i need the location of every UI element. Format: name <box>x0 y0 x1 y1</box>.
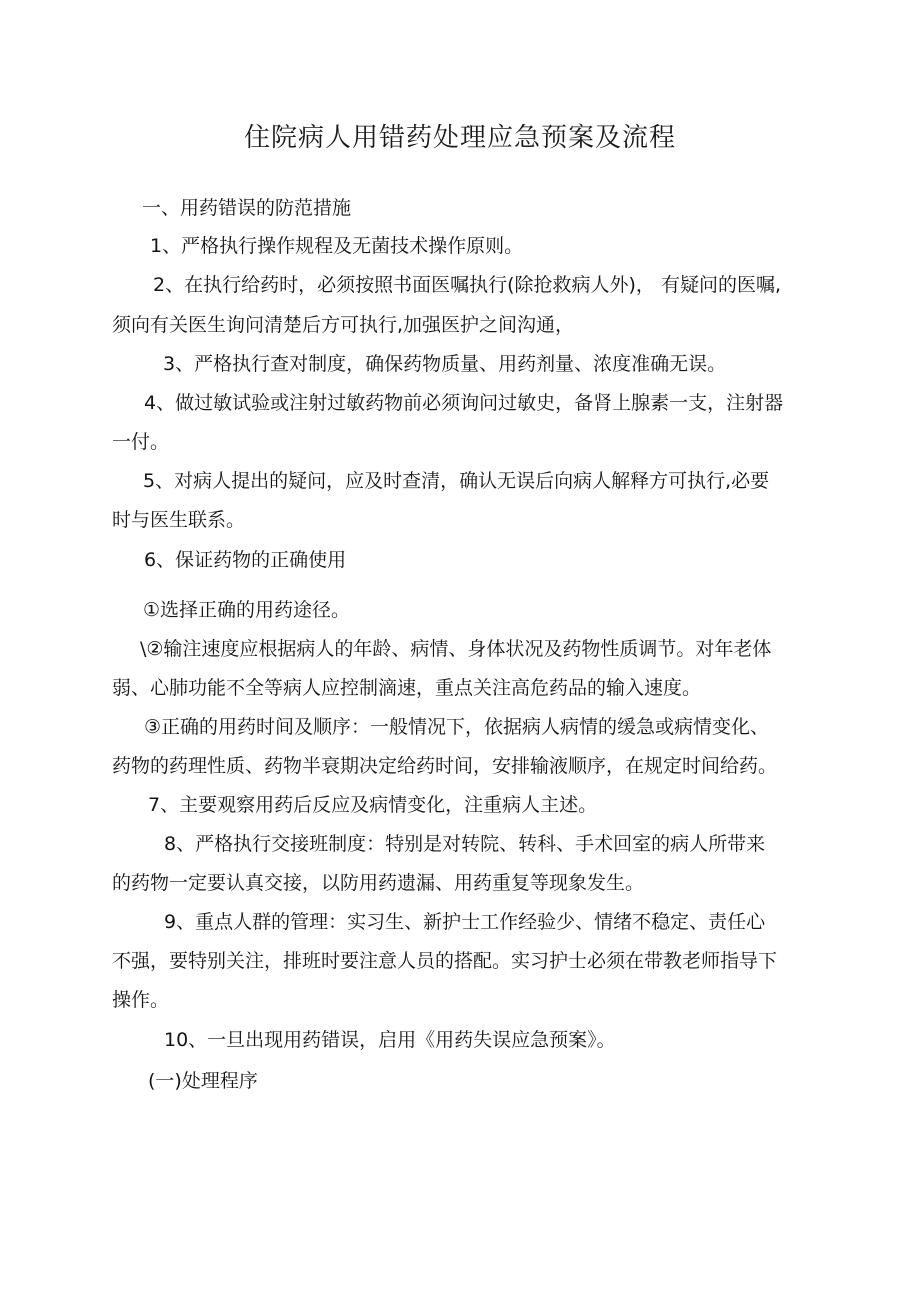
text-line: 一付。 <box>112 431 170 453</box>
text-line: 2、在执行给药时，必须按照书面医嘱执行(除抢救病人外)， 有疑问的医嘱, <box>153 274 781 296</box>
text-line: 8、严格执行交接班制度：特别是对转院、转科、手术回室的病人所带来 <box>164 833 766 855</box>
text-line: ①选择正确的用药途径。 <box>143 599 351 621</box>
text-line: 4、做过敏试验或注射过敏药物前必须询问过敏史，备肾上腺素一支，注射器 <box>144 392 784 414</box>
text-line: \②输注速度应根据病人的年龄、病情、身体状况及药物性质调节。对年老体 <box>140 638 772 660</box>
section-heading: 一、用药错误的防范措施 <box>142 197 352 219</box>
text-line: 时与医生联系。 <box>112 509 246 531</box>
text-line: 不强，要特别关注，排班时要注意人员的搭配。实习护士必须在带教老师指导下 <box>112 950 778 972</box>
text-line: 10、一旦出现用药错误，启用《用药失误应急预案》。 <box>164 1029 616 1051</box>
text-line: 须向有关医生询问清楚后方可执行,加强医护之间沟通， <box>112 314 575 336</box>
document-title: 住院病人用错药处理应急预案及流程 <box>243 123 676 153</box>
subsection-heading: (一)处理程序 <box>148 1070 258 1092</box>
text-line: 弱、心肺功能不全等病人应控制滴速，重点关注高危药品的输入速度。 <box>112 677 702 699</box>
text-line: 药物的药理性质、药物半衰期决定给药时间，安排输液顺序，在规定时间给药。 <box>112 755 778 777</box>
text-line: ③正确的用药时间及顺序：一般情况下，依据病人病情的缓急或病情变化、 <box>144 716 770 738</box>
text-line: 1、严格执行操作规程及无菌技术操作原则。 <box>150 235 524 257</box>
text-line: 操作。 <box>112 989 170 1011</box>
text-line: 3、严格执行查对制度，确保药物质量、用药剂量、浓度准确无误。 <box>163 353 727 375</box>
text-line: 的药物一定要认真交接，以防用药遗漏、用药重复等现象发生。 <box>112 872 645 894</box>
text-line: 9、重点人群的管理：实习生、新护士工作经验少、情绪不稳定、责任心 <box>164 911 766 933</box>
text-line: 5、对病人提出的疑问，应及时查清，确认无误后向病人解释方可执行,必要 <box>143 470 770 492</box>
text-line: 6、保证药物的正确使用 <box>144 549 347 571</box>
text-line: 7、主要观察用药后反应及病情变化，注重病人主述。 <box>148 794 598 816</box>
